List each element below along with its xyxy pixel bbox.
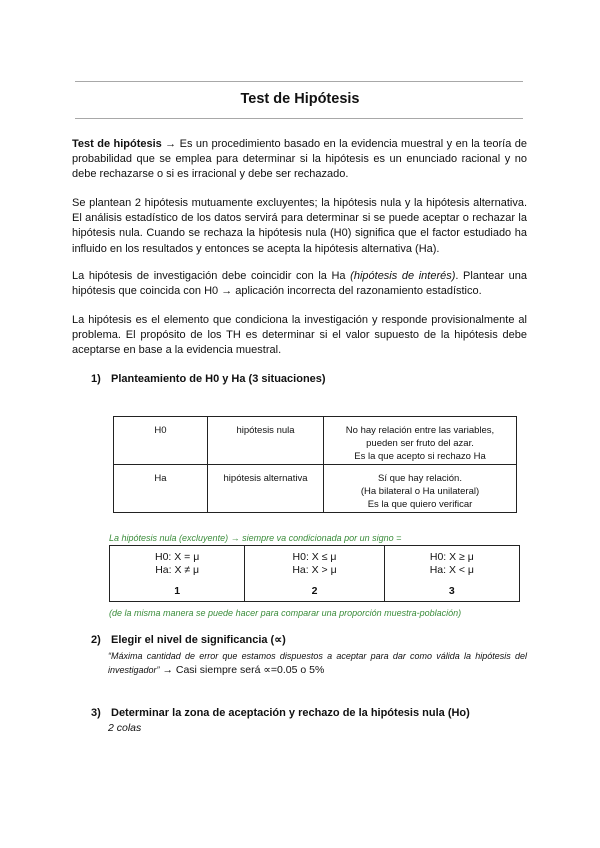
situations-table [109, 545, 520, 602]
proportion-note: (de la misma manera se puede hacer para comparar una proporción muestra-población) [109, 608, 462, 618]
intro-definition: → Es un procedimiento basado en la evidencia muestral y en la teoría de probabilidad que se emplea para determinar si la hipótesis es un enunciado racional y no debe rechazarse o si es irracional y debe ser rechazado. [72, 138, 527, 181]
table-row: Ha hipótesis alternativa Sí que hay relación. (Ha bilateral o Ha unilateral) Es la que quiero verificar [114, 465, 517, 513]
section-2-heading: 2) Elegir el nivel de significancia (∝) [91, 634, 286, 646]
table-row: H0: X = μ Ha: X ≠ μ 1 H0: X ≤ μ Ha: X > μ 2 H0: X ≥ μ Ha: X < μ 3 [110, 546, 520, 602]
two-tails-label: 2 colas [108, 722, 142, 734]
null-hypothesis-note: La hipótesis nula (excluyente) → siempre va condicionada por un signo = [109, 533, 402, 543]
research-hypothesis-paragraph: La hipótesis de investigación debe coincidir con la Ha (hipótesis de interés). Plantear una hipótesis que coincida con H0 → aplicación incorrecta del razonamiento estadístico. [72, 270, 527, 298]
intro-term: Test de hipótesis [72, 138, 162, 150]
top-rule [75, 81, 523, 82]
page-title: Test de Hipótesis [240, 91, 360, 107]
hypotheses-paragraph: Se plantean 2 hipótesis mutuamente excluyentes; la hipótesis nula y la hipótesis alternativa. El análisis estadístico de los datos servirá para determinar si se puede aceptar o rechazar la hipótesis nula. Cuando se rechaza la hipótesis nula (H0) significa que el factor estudiado ha influido en los resultados y entonces se acepta la hipótesis alternativa (Ha). [72, 197, 527, 255]
significance-definition: “Máxima cantidad de error que estamos dispuestos a aceptar para dar como válida la hipótesis del investigador” → Casi siempre será ∝=0.05 o 5% [108, 651, 527, 676]
hypotheses-table [113, 416, 517, 513]
table-row: H0 hipótesis nula No hay relación entre las variables, pueden ser fruto del azar. Es la que acepto si rechazo Ha [114, 417, 517, 465]
purpose-paragraph: La hipótesis es el elemento que condiciona la investigación y responde provisionalmente al problema. El propósito de los TH es determinar si el valor supuesto de la hipótesis debe aceptarse en base a la evidencia muestral. [72, 314, 527, 357]
section-3-heading: 3) Determinar la zona de aceptación y rechazo de la hipótesis nula (Ho) [91, 707, 470, 719]
title-rule [75, 118, 523, 119]
intro-paragraph [72, 137, 527, 183]
section-1-heading: 1) Planteamiento de H0 y Ha (3 situaciones) [91, 373, 326, 385]
